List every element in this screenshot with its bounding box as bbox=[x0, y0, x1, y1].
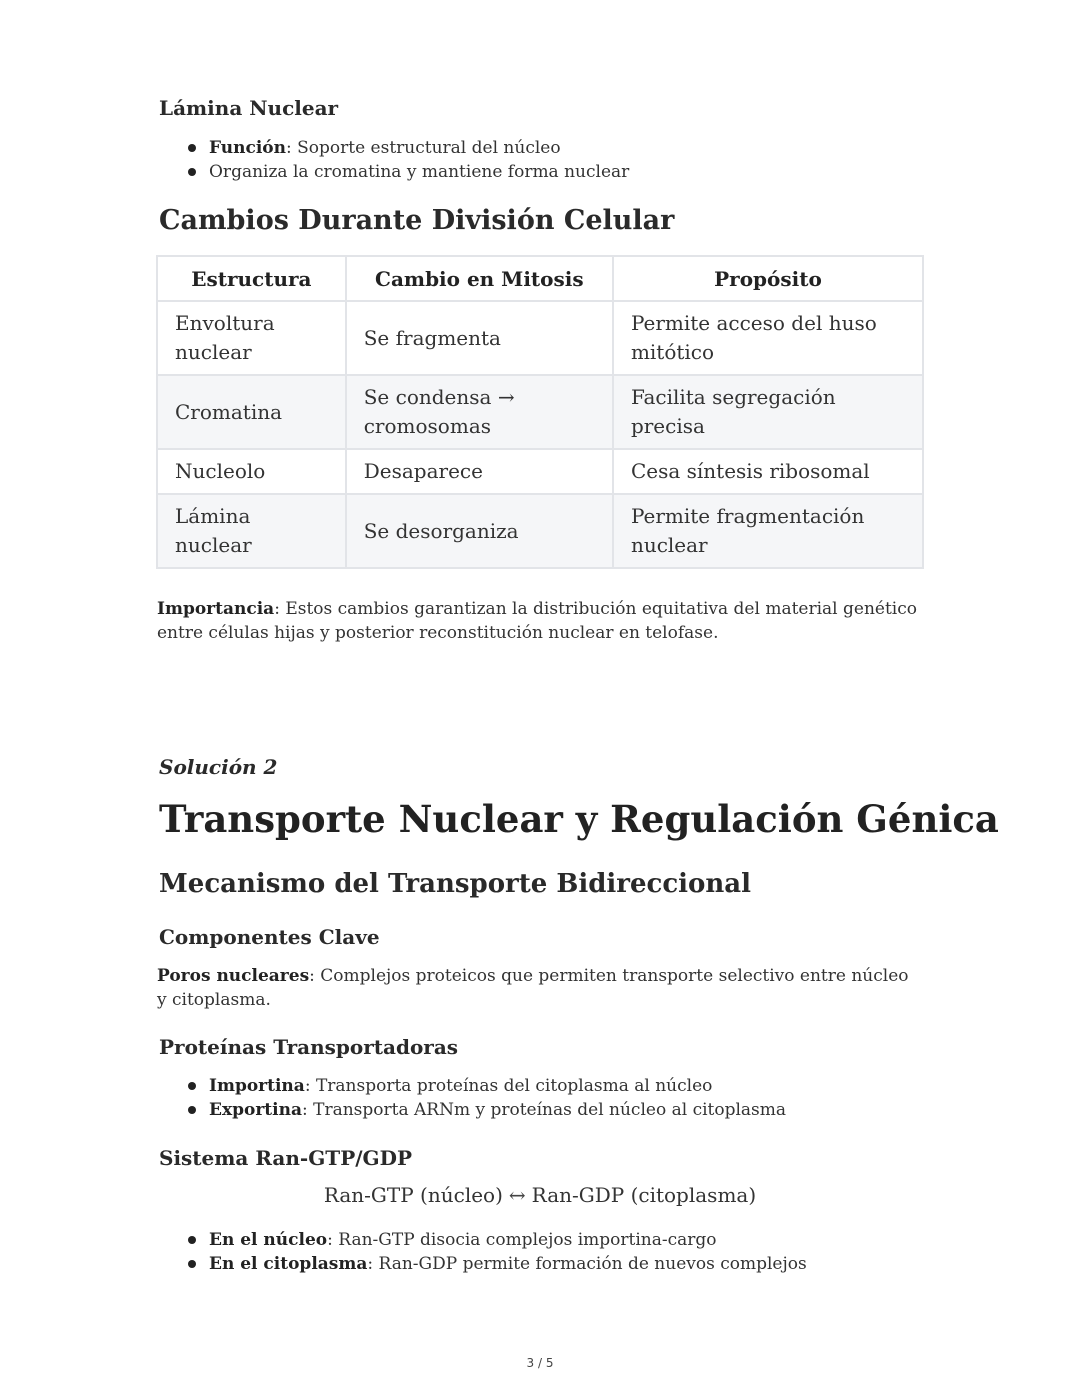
table-row bbox=[157, 449, 923, 494]
table-cell: Permite fragmentación nuclear bbox=[613, 494, 923, 568]
cambios-table bbox=[156, 255, 924, 569]
lamina-heading: Lámina Nuclear bbox=[159, 96, 339, 120]
list-item: En el núcleo: Ran-GTP disocia complejos importina-cargo bbox=[159, 1228, 939, 1252]
table-cell: Se fragmenta bbox=[346, 301, 613, 375]
solucion-label: Solución 2 bbox=[159, 755, 278, 779]
table-cell: Envoltura nuclear bbox=[157, 301, 346, 375]
ran-formula: Ran-GTP (núcleo) ↔ Ran-GDP (citoplasma) bbox=[323, 1183, 757, 1207]
table-row bbox=[157, 301, 923, 375]
cambios-heading: Cambios Durante División Celular bbox=[159, 205, 675, 236]
section-heading: Mecanismo del Transporte Bidireccional bbox=[159, 869, 751, 899]
table-cell: Desaparece bbox=[346, 449, 613, 494]
list-item: Función: Soporte estructural del núcleo bbox=[159, 136, 939, 160]
lamina-list bbox=[159, 136, 939, 184]
table-cell: Nucleolo bbox=[157, 449, 346, 494]
table-cell: Lámina nuclear bbox=[157, 494, 346, 568]
column-header: Cambio en Mitosis bbox=[346, 256, 613, 301]
table-cell: Facilita segregación precisa bbox=[613, 375, 923, 449]
poros-paragraph: Poros nucleares: Complejos proteicos que permiten transporte selectivo entre núcleo y citoplasma. bbox=[157, 966, 909, 1010]
proteinas-list bbox=[159, 1074, 939, 1122]
table-cell: Se condensa → cromosomas bbox=[346, 375, 613, 449]
table-row bbox=[157, 494, 923, 568]
table-header-row bbox=[157, 256, 923, 301]
column-header: Estructura bbox=[157, 256, 346, 301]
page-title: Transporte Nuclear y Regulación Génica bbox=[159, 797, 999, 841]
ran-list bbox=[159, 1228, 939, 1276]
table-row bbox=[157, 375, 923, 449]
table-cell: Cromatina bbox=[157, 375, 346, 449]
importancia-label: Importancia bbox=[157, 599, 275, 619]
componentes-heading: Componentes Clave bbox=[159, 925, 380, 949]
list-item: Organiza la cromatina y mantiene forma nuclear bbox=[159, 160, 939, 184]
list-item: Importina: Transporta proteínas del citoplasma al núcleo bbox=[159, 1074, 939, 1098]
table-cell: Permite acceso del huso mitótico bbox=[613, 301, 923, 375]
list-item: Exportina: Transporta ARNm y proteínas del núcleo al citoplasma bbox=[159, 1098, 939, 1122]
table-cell: Se desorganiza bbox=[346, 494, 613, 568]
bidirectional-arrow-icon: ↔ bbox=[508, 1183, 526, 1207]
proteinas-heading: Proteínas Transportadoras bbox=[159, 1035, 459, 1059]
column-header: Propósito bbox=[613, 256, 923, 301]
list-item: En el citoplasma: Ran-GDP permite formación de nuevos complejos bbox=[159, 1252, 939, 1276]
importancia-paragraph: Importancia: Estos cambios garantizan la distribución equitativa del material genético entre células hijas y posterior reconstitución nuclear en telofase. bbox=[157, 599, 917, 643]
ran-heading: Sistema Ran-GTP/GDP bbox=[159, 1146, 412, 1170]
table-cell: Cesa síntesis ribosomal bbox=[613, 449, 923, 494]
page-number: 3 / 5 bbox=[526, 1356, 554, 1370]
